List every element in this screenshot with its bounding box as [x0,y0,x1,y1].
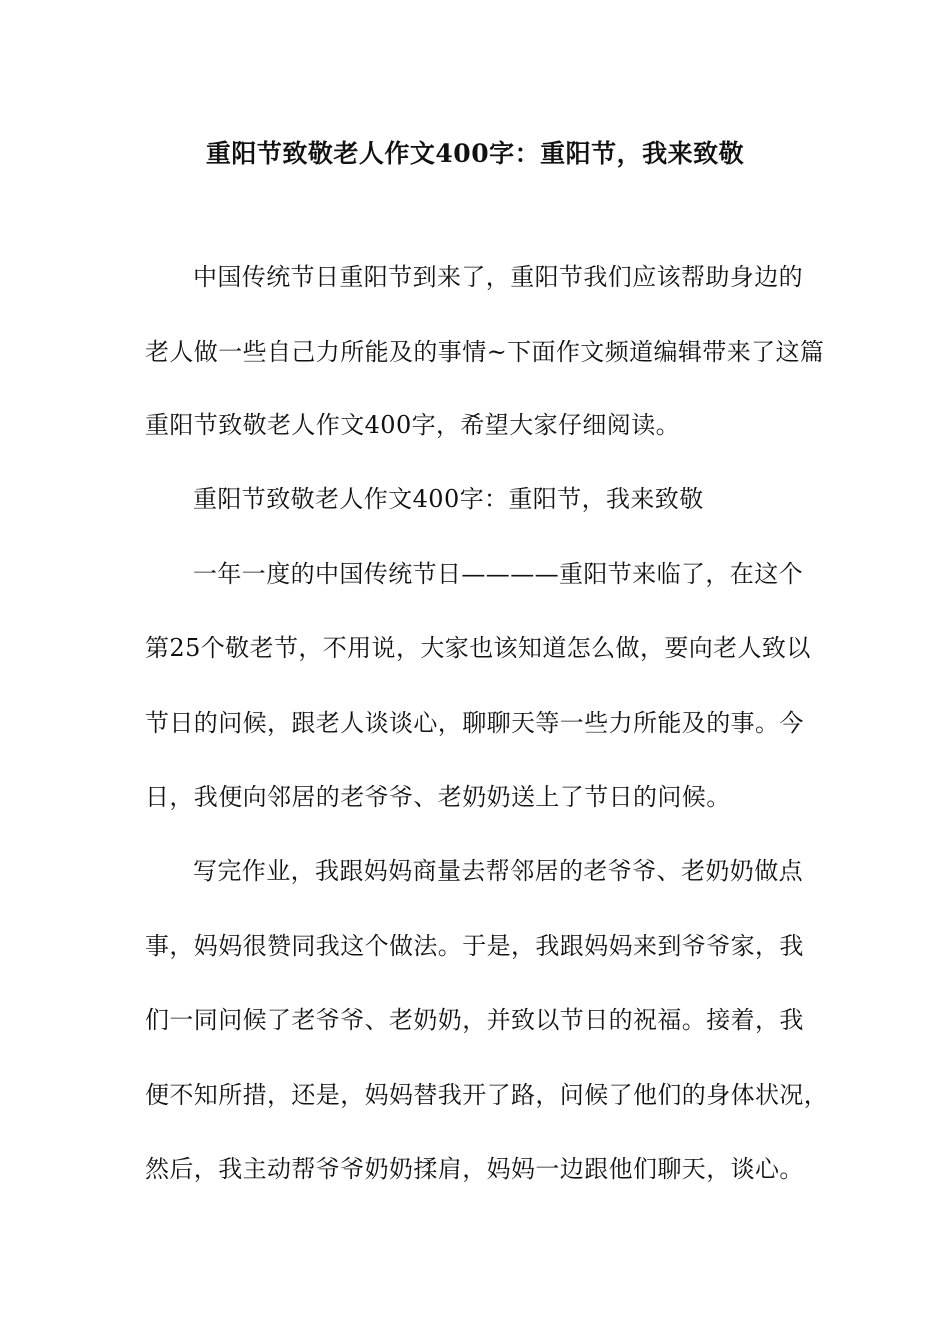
paragraph-4-line-3: 们一同问候了老爷爷、老奶奶，并致以节日的祝福。接着，我 [145,1006,804,1034]
paragraph-3-line-3: 节日的问候，跟老人谈谈心，聊聊天等一些力所能及的事。今 [145,709,804,737]
paragraph-1-line-2: 老人做一些自己力所能及的事情~下面作文频道编辑带来了这篇 [145,338,825,366]
paragraph-4-line-1: 写完作业，我跟妈妈商量去帮邻居的老爷爷、老奶奶做点 [193,857,803,885]
paragraph-3-line-1: 一年一度的中国传统节日————重阳节来临了，在这个 [193,560,803,588]
paragraph-2-line-1: 重阳节致敬老人作文400字：重阳节，我来致敬 [193,485,704,513]
paragraph-3-line-2: 第25个敬老节，不用说，大家也该知道怎么做，要向老人致以 [145,634,811,662]
document-title: 重阳节致敬老人作文400字：重阳节，我来致敬 [205,139,745,168]
paragraph-1-line-3: 重阳节致敬老人作文400字，希望大家仔细阅读。 [145,411,681,439]
paragraph-1-line-1: 中国传统节日重阳节到来了，重阳节我们应该帮助身边的 [193,263,803,291]
paragraph-3-line-4: 日，我便向邻居的老爷爷、老奶奶送上了节日的问候。 [145,783,731,811]
paragraph-4-line-5: 然后，我主动帮爷爷奶奶揉肩，妈妈一边跟他们聊天，谈心。 [145,1155,804,1183]
paragraph-4-line-4: 便不知所措，还是，妈妈替我开了路，问候了他们的身体状况， [145,1081,829,1109]
paragraph-4-line-2: 事，妈妈很赞同我这个做法。于是，我跟妈妈来到爷爷家，我 [145,932,804,960]
